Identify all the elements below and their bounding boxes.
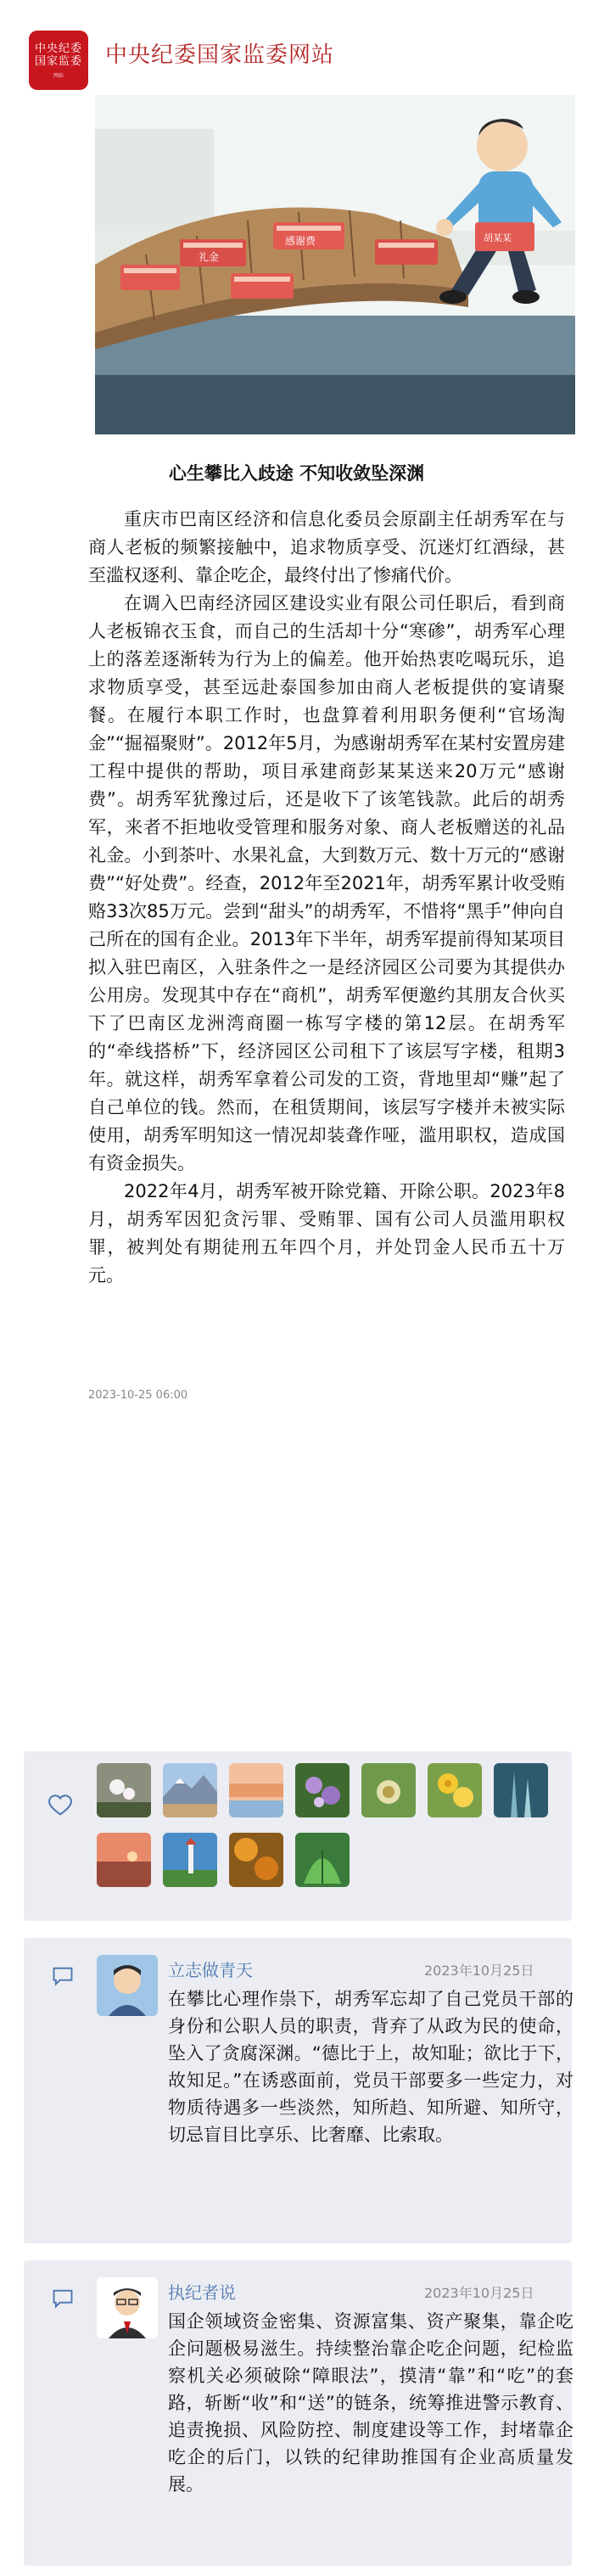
liker-avatar[interactable] — [295, 1833, 350, 1887]
liker-avatar[interactable] — [97, 1833, 151, 1887]
comment-icon[interactable] — [51, 2288, 75, 2310]
liker-avatar[interactable] — [97, 1763, 151, 1817]
logo-text-line1: 中央纪委 — [34, 42, 82, 55]
comment-icon[interactable] — [51, 1965, 75, 1987]
commenter-name[interactable]: 执纪者说 — [168, 2282, 236, 2303]
site-header — [0, 0, 593, 95]
liker-avatar[interactable] — [229, 1833, 283, 1887]
cash-stack — [273, 222, 344, 249]
avatar[interactable] — [97, 2277, 158, 2338]
comment-text: 在攀比心理作祟下，胡秀军忘却了自己党员干部的身份和公职人员的职责，背弃了从政为民的使命，坠入了贪腐深渊。“德比于上，故知耻；欲比于下，故知足。”在诱惑面前，党员干部要多一些定力，对物质待遇多一些淡然，知所趋、知所避、知所守，切忌盲目比享乐、比奢靡、比索取。 — [168, 1989, 573, 2145]
commenter-name[interactable]: 立志做青天 — [168, 1960, 253, 1980]
liker-avatar[interactable] — [494, 1763, 548, 1817]
svg-text:感谢费: 感谢费 — [285, 235, 316, 247]
liker-avatar[interactable] — [229, 1763, 283, 1817]
liker-avatar[interactable] — [163, 1763, 217, 1817]
liker-avatar[interactable] — [163, 1833, 217, 1887]
article-body — [88, 506, 565, 1290]
comment-date: 2023年10月25日 — [424, 2285, 534, 2301]
liker-avatar[interactable] — [428, 1763, 482, 1817]
site-title[interactable]: 中央纪委国家监委网站 — [105, 42, 335, 68]
liker-avatar[interactable] — [295, 1763, 350, 1817]
liker-avatar[interactable] — [361, 1763, 416, 1817]
article-paragraph: 在调入巴南经济园区建设实业有限公司任职后，看到商人老板锦衣玉食，而自己的生活却十分“寒碜”，胡秀军心理上的落差逐渐转为行为上的偏差。他开始热衷吃喝玩乐，追求物质享受，甚至远赴泰国参加由商人老板提供的宴请聚餐。在履行本职工作时，也盘算着利用职务便利“官场淘金”“掘福聚财”。2012年5月，为感谢胡秀军在某村安置房建工程中提供的帮助，项目承建商彭某某送来20万元“感谢费”。胡秀军犹豫过后，还是收下了该笔钱款。此后的胡秀军，来者不拒地收受管理和服务对象、商人老板赠送的礼品礼金。小到茶叶、水果礼盒，大到数万元、数十万元的“感谢费”“好处费”。经查，2012年至2021年，胡秀军累计收受贿赂33次85万元。尝到“甜头”的胡秀军，不惜将“黑手”伸向自己所在的国有企业。2013年下半年，胡秀军提前得知某项目拟入驻巴南区，入驻条件之一是经济园区公司要为其提供办公用房。发现其中存在“商机”，胡秀军便邀约其朋友合伙买下了巴南区龙洲湾商圈一栋写字楼的第12层。在胡秀军的“牵线搭桥”下，经济园区公司租下了该层写字楼，租期3年。就这样，胡秀军拿着公司发的工资，背地里却“赚”起了自己单位的钱。然而，在租赁期间，该层写字楼并未被实际使用，胡秀军明知这一情况却装聋作哑，滥用职权，造成国有资金损失。 — [88, 593, 565, 1173]
svg-text:礼金: 礼金 — [199, 251, 220, 263]
publish-date: 2023-10-25 06:00 — [88, 1389, 188, 1402]
logo-text-line2: 国家监委 — [34, 54, 82, 68]
comment-date: 2023年10月25日 — [424, 1963, 534, 1979]
article-title: 心生攀比入歧途 不知收敛坠深渊 — [168, 463, 425, 484]
cash-stack — [375, 239, 438, 265]
heart-icon[interactable] — [48, 1792, 73, 1817]
logo-sub: 网站 — [53, 72, 64, 79]
avatar[interactable] — [97, 1955, 158, 2016]
article-paragraph: 重庆市巴南区经济和信息化委员会原副主任胡秀军在与商人老板的频繁接触中，追求物质享受、沉迷灯红酒绿，甚至滥权逐利、靠企吃企，最终付出了惨痛代价。 — [88, 509, 565, 585]
cash-stack — [180, 239, 246, 266]
article-paragraph: 2022年4月，胡秀军被开除党籍、开除公职。2023年8月，胡秀军因犯贪污罪、受贿罪、国有公司人员滥用职权罪，被判处有期徒刑五年四个月，并处罚金人民币五十万元。 — [88, 1181, 565, 1285]
site-logo[interactable] — [29, 31, 88, 90]
article-hero-illustration — [95, 95, 575, 434]
cash-stack — [120, 265, 180, 290]
hero-person-label: 胡某某 — [484, 232, 512, 244]
comment-text: 国企领域资金密集、资源富集、资产聚集，靠企吃企问题极易滋生。持续整治靠企吃企问题，纪检监察机关必须破除“障眼法”，摸清“靠”和“吃”的套路，斩断“收”和“送”的链条，统筹推进警示教育、追责挽损、风险防控、制度建设等工作，封堵靠企吃企的后门，以铁的纪律助推国有企业高质量发展。 — [168, 2311, 573, 2495]
cash-stack — [231, 273, 294, 299]
